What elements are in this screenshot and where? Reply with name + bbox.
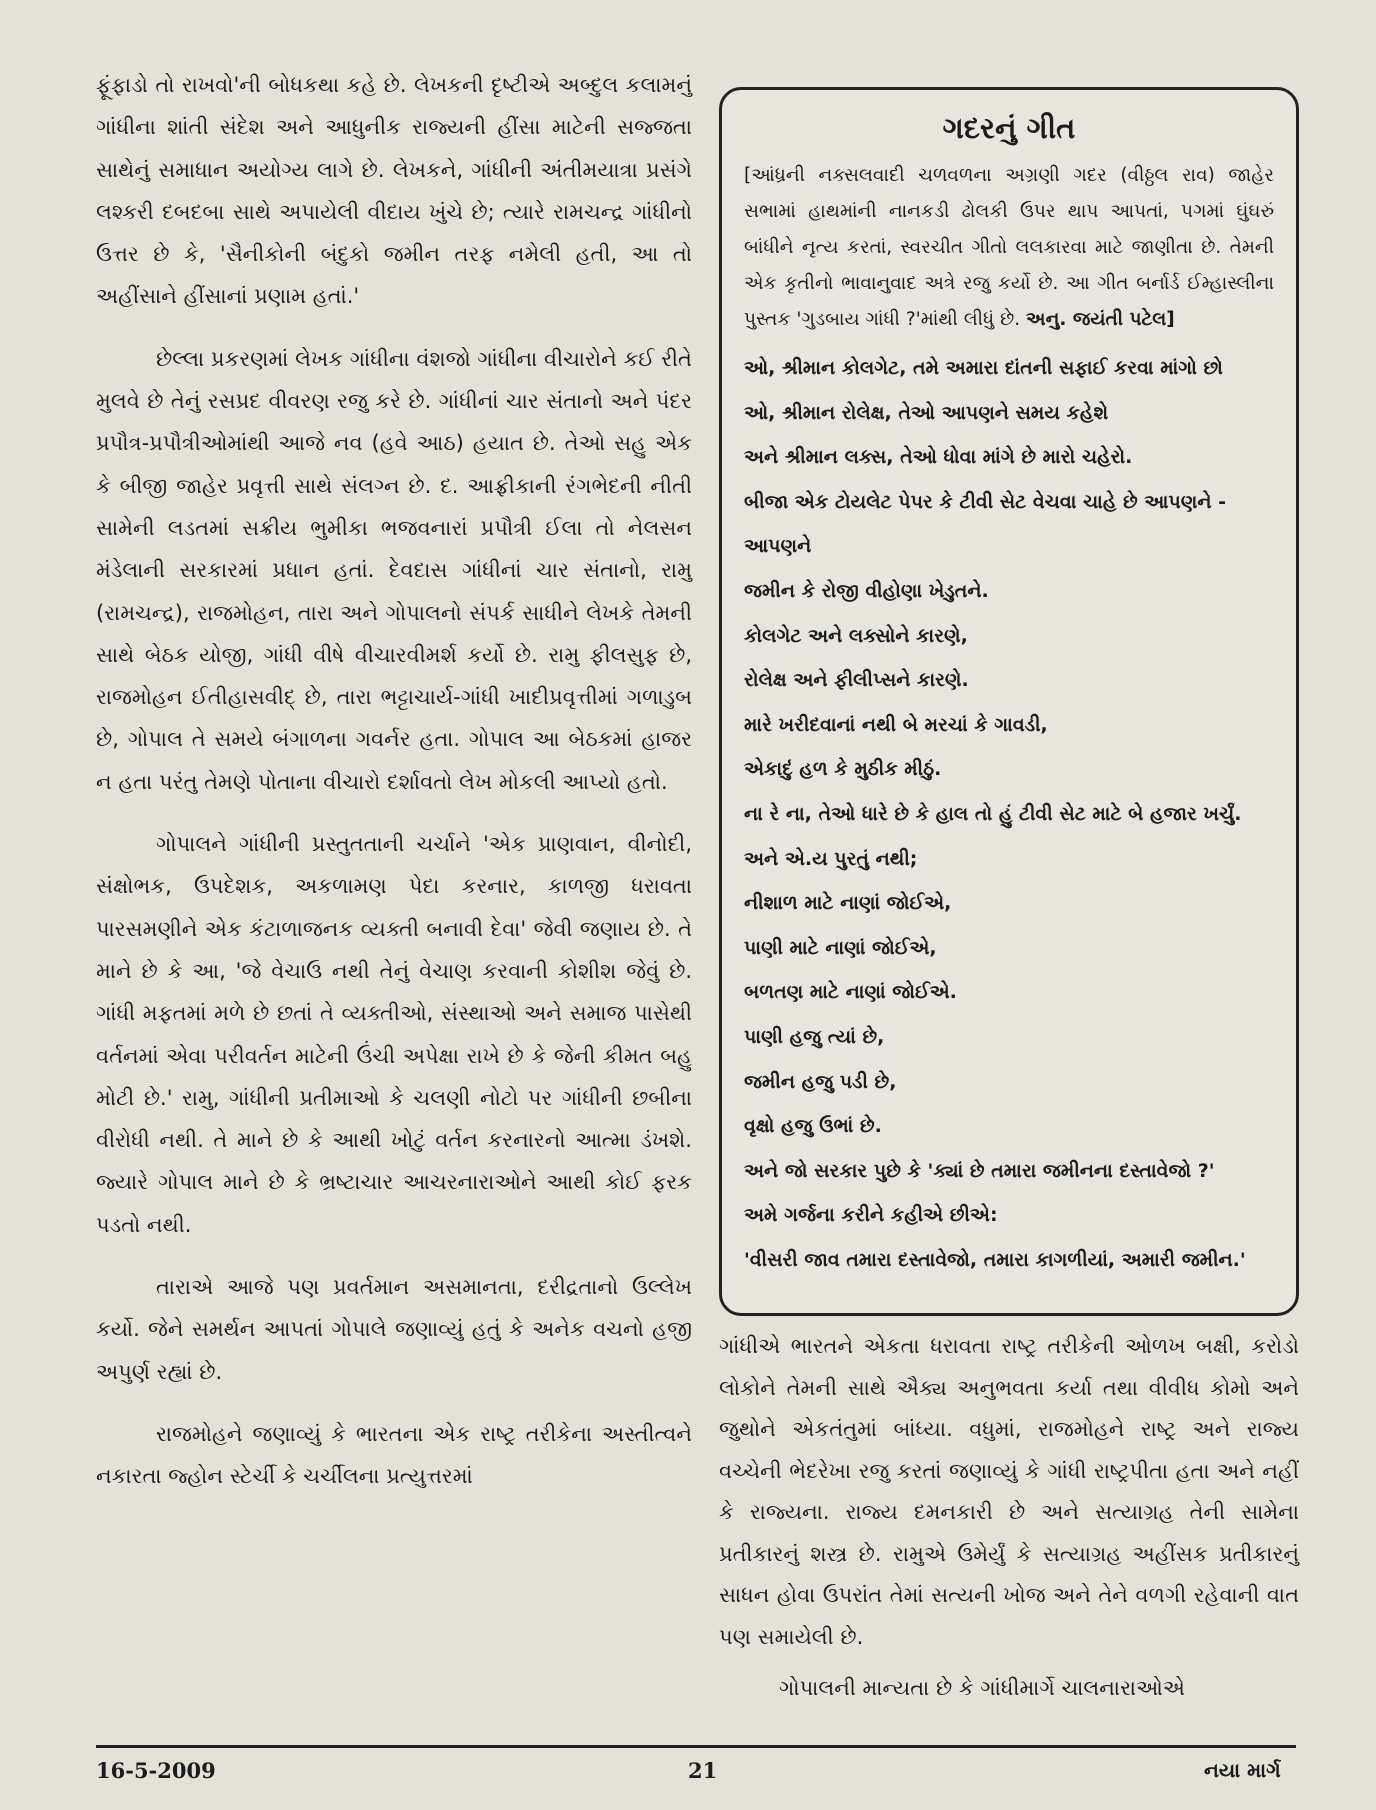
paragraph: રાજમોહને જણાવ્યું કે ભારતના એક રાષ્ટ્ર તરીકેના અસ્તીત્વને નકારતા જ્હોન સ્ટેર્ચી કે ચર્ચીલના પ્રત્યુત્તરમાં [96,1421,692,1489]
paragraph: ગાંધીએ ભારતને એકતા ધરાવતા રાષ્ટ્ર તરીકેની ઓળખ બક્ષી, કરોડો લોકોને તેમની સાથે ઐક્ય અનુભવતા કર્યા તથા વીવીધ કોમો અને જુથોને એકતંતુમાં બાંધ્યા. વધુમાં, રાજમોહને રાષ્ટ્ર અને રાજ્ય વચ્ચેની ભેદરેખા રજુ કરતાં જણાવ્યું કે ગાંધી રાષ્ટ્રપીતા હતા અને નહીં કે રાજ્યના. રાજ્ય દમનકારી છે અને સત્યાગ્રહ તેની સામેના પ્રતીકારનું શસ્ત્ર છે. રામુએ ઉમેર્યું કે સત્યાગ્રહ અહીંસક પ્રતીકારનું સાધન હોવા ઉપરાંત તેમાં સત્યની ખોજ અને તેને વળગી રહેવાની વાત પણ સમાયેલી છે. [719,1334,1299,1649]
poem-box [719,87,1299,1316]
poem-line: પાણી હજુ ત્યાં છે, [744,1025,885,1048]
poem-line: બળતણ માટે નાણાં જોઈએ. [744,981,957,1004]
paragraph: ગોપાલને ગાંધીની પ્રસ્તુતતાની ચર્ચાને 'એક પ્રાણવાન, વીનોદી, સંક્ષોભક, ઉપદેશક, અકળામણ પેદા કરનાર, કાળજી ધરાવતા પારસમણીને એક કંટાળાજનક વ્યક્તી બનાવી દેવા' જેવી જણાય છે. તે માને છે કે આ, 'જે વેચાઉ નથી તેનું વેચાણ કરવાની કોશીશ જેવું છે. ગાંધી મફતમાં મળે છે છતાં તે વ્યક્તીઓ, સંસ્થાઓ અને સમાજ પાસેથી વર્તનમાં એવા પરીવર્તન માટેની ઉંચી અપેક્ષા રાખે છે કે જેની કીમત બહુ મોટી છે.' રામુ, ગાંધીની પ્રતીમાઓ કે ચલણી નોટો પર ગાંધીની છબીના વીરોધી નથી. તે માને છે કે આથી ખોટું વર્તન કરનારનો આત્મા ડંખશે. જ્યારે ગોપાલ માને છે કે ભ્રષ્ટાચાર આચરનારાઓને આથી કોઈ ફરક પડતો નથી. [96,832,692,1237]
poem-line: આપણને [744,535,812,558]
page-number: 21 [688,1758,718,1783]
poem-line: એકાદું હળ કે મુઠીક મીઠું. [744,758,942,781]
poem-line: ઓ, શ્રીમાન રોલેક્ષ, તેઓ આપણને સમય કહેશે [744,401,1109,424]
footer-divider [96,1745,1296,1748]
left-column [96,64,692,1498]
poem-line: કોલગેટ અને લક્સોને કારણે, [744,624,968,647]
paragraph: છેલ્લા પ્રકરણમાં લેખક ગાંધીના વંશજો ગાંધીના વીચારોને કઈ રીતે મુલવે છે તેનું રસપ્રદ વીવરણ રજુ કરે છે. ગાંધીનાં ચાર સંતાનો અને પંદર પ્રપૌત્ર-પ્રપૌત્રીઓમાંથી આજે નવ (હવે આઠ) હયાત છે. તેઓ સહુ એક કે બીજી જાહેર પ્રવૃત્તી સાથે સંલગ્ન છે. દ. આફ્રીકાની રંગભેદની નીતી સામેની લડતમાં સક્રીય ભુમીકા ભજવનારાં પ્રપૌત્રી ઈલા તો નેલસન મંડેલાની સરકારમાં પ્રધાન હતાં. દેવદાસ ગાંધીનાં ચાર સંતાનો, રામુ (રામચન્દ્ર), રાજમોહન, તારા અને ગોપાલનો સંપર્ક સાધીને લેખકે તેમની સાથે બેઠક યોજી, ગાંધી વીષે વીચારવીમર્શ કર્યો છે. રામુ ફીલસુફ છે, રાજમોહન ઈતીહાસવીદ્ છે, તારા ભટ્ટાચાર્ય-ગાંધી ખાદીપ્રવૃત્તીમાં ગળાડુબ છે, ગોપાલ તે સમયે બંગાળના ગવર્નર હતા. ગોપાલ આ બેઠકમાં હાજર ન હતા પરંતુ તેમણે પોતાના વીચારો દર્શાવતો લેખ મોકલી આપ્યો હતો. [96,346,692,794]
poem-line: અને એ.ય પુરતું નથી; [744,847,918,870]
poem-line: બીજા એક ટોયલેટ પેપર કે ટીવી સેટ વેચવા ચાહે છે આપણને - [744,490,1226,513]
poem-line: નીશાળ માટે નાણાં જોઈએ, [744,892,952,915]
poem-title: ગદરનું ગીત [942,111,1076,145]
footer-date: 16-5-2009 [96,1758,216,1783]
paragraph: તારાએ આજે પણ પ્રવર્તમાન અસમાનતા, દરીદ્રતાનો ઉલ્લેખ કર્યો. જેને સમર્થન આપતાં ગોપાલે જણાવ્યું હતું કે અનેક વચનો હજી અપુર્ણ રહ્યાં છે. [96,1275,692,1384]
intro-text: [આંધ્રની નક્સલવાદી ચળવળના અગ્રણી ગદર (વીઠ્ઠલ રાવ) જાહેર સભામાં હાથમાંની નાનકડી ઢોલકી ઉપર થાપ આપતાં, પગમાં ઘુંઘરું બાંધીને નૃત્ય કરતાં, સ્વરચીત ગીતો લલકારવા માટે જાણીતા છે. તેમની એક કૃતીનો ભાવાનુવાદ અત્રે રજુ કર્યો છે. આ ગીત બર્નાર્ડ ઈમ્હાસ્લીના પુસ્તક 'ગુડબાય ગાંધી ?'માંથી લીધું છે. [744,165,1274,330]
poem-line: અને શ્રીમાન લક્સ, તેઓ ધોવા માંગે છે મારો ચહેરો. [744,446,1133,469]
poem-line: જમીન કે રોજી વીહોણા ખેડુતને. [744,579,989,602]
journal-name: નયા માર્ગ [1204,1758,1281,1782]
translator-credit: અનુ. જયંતી પટેલ] [1026,309,1175,330]
poem-line: રોલેક્ષ અને ફીલીપ્સને કારણે. [744,669,969,692]
poem-line: અને જો સરકાર પુછે કે 'ક્યાં છે તમારા જમીનના દસ્તાવેજો ?' [744,1159,1215,1182]
poem-line: ઓ, શ્રીમાન કોલગેટ, તમે અમારા દાંતની સફાઈ કરવા માંગો છો [744,357,1223,379]
poem-line: ના રે ના, તેઓ ધારે છે કે હાલ તો હું ટીવી સેટ માટે બે હજાર ખર્ચું. [744,802,1242,825]
poem-line: વૃક્ષો હજુ ઉભાં છે. [744,1115,882,1138]
right-column [719,1326,1299,1710]
poem-intro [744,158,1274,338]
poem-line: 'વીસરી જાવ તમારા દસ્તાવેજો, તમારા કાગળીયાં, અમારી જમીન.' [744,1248,1246,1271]
poem-line: પાણી માટે નાણાં જોઈએ, [744,936,937,959]
paragraph: ગોપાલની માન્યતા છે કે ગાંધીમાર્ગે ચાલનારાઓએ [779,1676,1185,1700]
poem-lines [744,346,1274,1282]
poem-line: મારે ખરીદવાનાં નથી બે મરચાં કે ગાવડી, [744,713,1048,736]
paragraph: ફૂંફાડો તો રાખવો'ની બોધકથા કહે છે. લેખકની દૃષ્ટીએ અબ્દુલ કલામનું ગાંધીના શાંતી સંદેશ અને આધુનીક રાજ્યની હીંસા માટેની સજ્જતા સાથેનું સમાધાન અયોગ્ય લાગે છે. લેખકને, ગાંધીની અંતીમયાત્રા પ્રસંગે લશ્કરી દબદબા સાથે અપાયેલી વીદાય ખુંચે છે; ત્યારે રામચન્દ્ર ગાંધીનો ઉત્તર છે કે, 'સૈનીકોની બંદુકો જમીન તરફ નમેલી હતી, આ તો અહીંસાને હીંસાનાં પ્રણામ હતાં.' [96,73,692,309]
poem-line: અમે ગર્જના કરીને કહીએ છીએ: [744,1204,998,1227]
poem-line: જમીન હજુ પડી છે, [744,1070,897,1093]
